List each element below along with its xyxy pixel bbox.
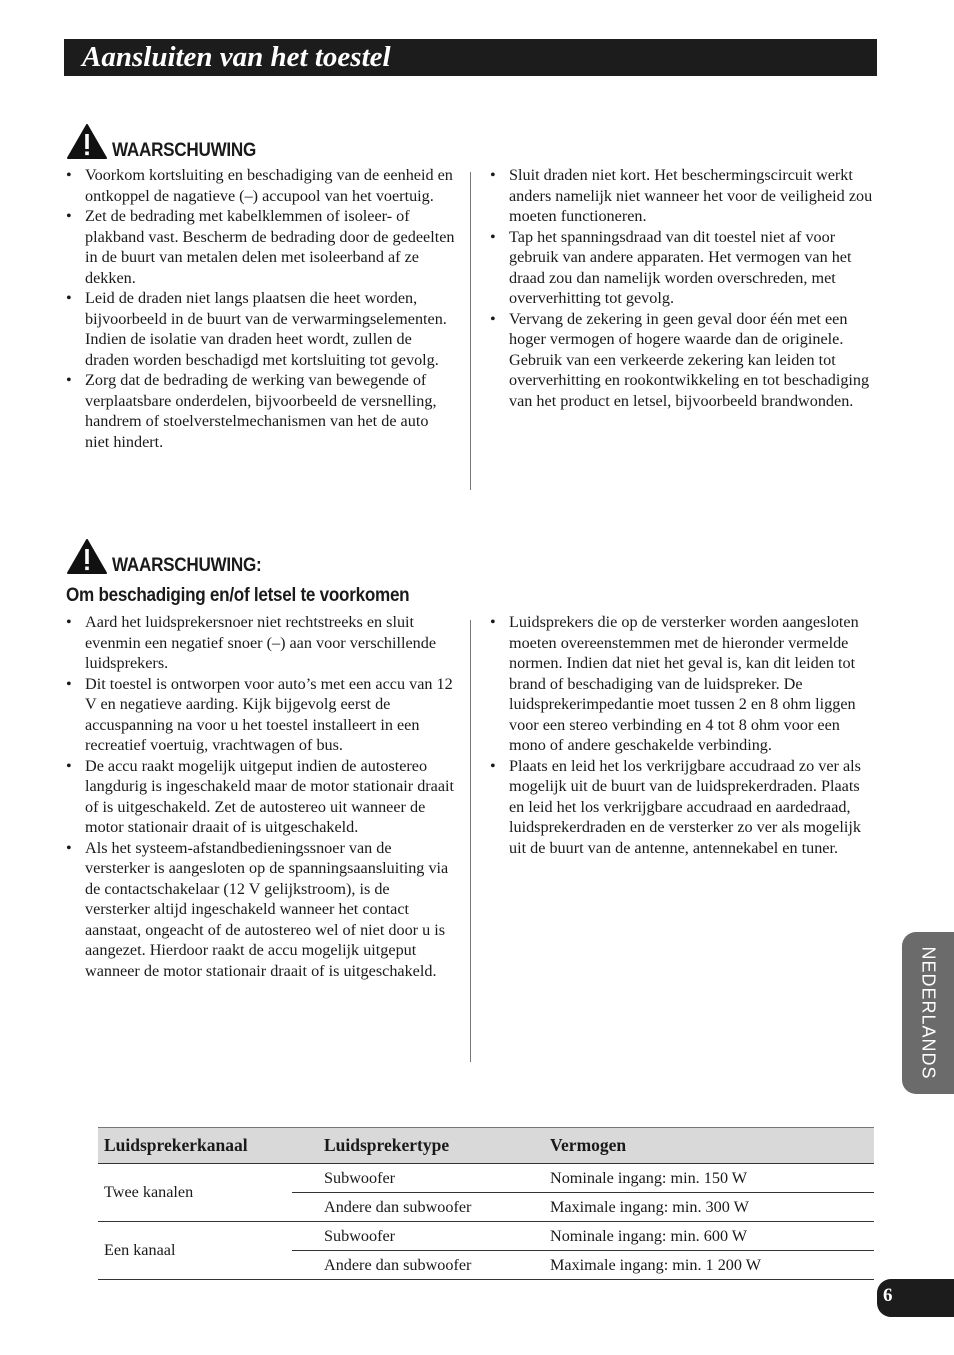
table-cell-type: Subwoofer: [292, 1222, 518, 1251]
table-cell-power: Nominale ingang: min. 600 W: [518, 1222, 874, 1251]
page-number-tab: [877, 1279, 954, 1317]
table-header-type: Luidsprekertype: [292, 1128, 518, 1164]
list-item: • Vervang de zekering in geen geval door één met een hoger vermogen of hogere waarde dan de originele. Gebruik van een verkeerde zekering kan leiden tot oververhitting en rookontwikkeling en tot beschadiging van het product en letsel, bijvoorbeeld brandwonden.: [489, 309, 877, 412]
list-item: • Als het systeem-afstandbedieningssnoer van de versterker is aangesloten op de spanningsaansluiting via de contactschakelaar (12 V gelijkstroom), is de versterker altijd ingeschakeld wanneer het contact aanstaat, ongeacht of de autostereo wel of niet door u is aangezet. Hierdoor raakt de accu mogelijk uitgeput wanneer de motor stationair draait of is uitgeschakeld.: [65, 838, 455, 982]
table-cell-type: Subwoofer: [292, 1164, 518, 1193]
warning-heading: [67, 539, 278, 575]
language-tab-label: NEDERLANDS: [918, 946, 939, 1080]
warning-heading: [67, 124, 272, 160]
warning-label: WAARSCHUWING:: [112, 555, 262, 576]
table-header-channel: Luidsprekerkanaal: [98, 1128, 292, 1164]
warning-triangle-icon: [67, 124, 107, 160]
warning-label: WAARSCHUWING: [112, 140, 256, 161]
list-item: • Zet de bedrading met kabelklemmen of isoleer- of plakband vast. Bescherm de bedrading door de gedeelten in de buurt van metalen delen met isoleerband af ze dekken.: [65, 206, 455, 288]
table-cell-type: Andere dan subwoofer: [292, 1251, 518, 1280]
table-header-power: Vermogen: [518, 1128, 874, 1164]
warning-list-left: [65, 612, 455, 981]
table-cell-power: Nominale ingang: min. 150 W: [518, 1164, 874, 1193]
list-item: • De accu raakt mogelijk uitgeput indien de autostereo langdurig is ingeschakeld maar de motor stationair draait of is uitgeschakeld. Zet de autostereo uit wanneer de motor stationair draait of is uitgeschakeld.: [65, 756, 455, 838]
table-row: [98, 1222, 874, 1251]
page-title-bar: [64, 39, 877, 76]
table-header-row: [98, 1128, 874, 1164]
list-item: • Zorg dat de bedrading de werking van bewegende of verplaatsbare onderdelen, bijvoorbeeld de versnelling, handrem of stoelverstelmechanismen van het de auto niet hindert.: [65, 370, 455, 452]
list-item: • Voorkom kortsluiting en beschadiging van de eenheid en ontkoppel de nagatieve (–) accupool van het voertuig.: [65, 165, 455, 206]
column-divider: [470, 172, 471, 490]
page-title: Aansluiten van het toestel: [82, 41, 391, 73]
list-item: • Sluit draden niet kort. Het beschermingscircuit werkt anders namelijk niet wanneer het voor de veiligheid zou moeten functioneren.: [489, 165, 877, 227]
table-cell-power: Maximale ingang: min. 300 W: [518, 1193, 874, 1222]
warning-list-right: [489, 612, 877, 858]
warning-list-left: [65, 165, 455, 452]
warning-triangle-icon: [67, 539, 107, 575]
speaker-spec-table: [98, 1127, 874, 1280]
table-cell-channel: Twee kanalen: [98, 1164, 292, 1222]
warning-subtitle: Om beschadiging en/of letsel te voorkomen: [66, 585, 410, 606]
page-number: 6: [883, 1285, 893, 1306]
column-divider: [470, 620, 471, 1062]
list-item: • Tap het spanningsdraad van dit toestel niet af voor gebruik van andere apparaten. Het vermogen van het draad zou dan namelijk worden overschreden, met oververhitting tot gevolg.: [489, 227, 877, 309]
list-item: • Plaats en leid het los verkrijgbare accudraad zo ver als mogelijk uit de buurt van de luidsprekerdraden. Plaats en leid het los verkrijgbare accudraad en aardedraad, luidsprekerdraden en de versterker zo ver als mogelijk uit de buurt van de antenne, antennekabel en tuner.: [489, 756, 877, 859]
table-row: [98, 1164, 874, 1193]
list-item: • Dit toestel is ontworpen voor auto’s met een accu van 12 V en negatieve aarding. Kijk bijgevolg eerst de accuspanning na voor u het toestel installeert in een recreatief voertuig, vrachtwagen of bus.: [65, 674, 455, 756]
language-tab: [902, 932, 954, 1094]
list-item: • Aard het luidsprekersnoer niet rechtstreeks en sluit evenmin een negatief snoer (–) aan voor verschillende luidsprekers.: [65, 612, 455, 674]
table-cell-power: Maximale ingang: min. 1 200 W: [518, 1251, 874, 1280]
list-item: • Luidsprekers die op de versterker worden aangesloten moeten overeenstemmen met de hieronder vermelde normen. Indien dat niet het geval is, kan dit leiden tot brand of beschadiging van de luidspreker. De luidsprekerimpedantie moet tussen 2 en 8 ohm liggen voor een stereo verbinding en 4 tot 8 ohm voor een mono of andere geschakelde verbinding.: [489, 612, 877, 756]
warning-list-right: [489, 165, 877, 411]
list-item: • Leid de draden niet langs plaatsen die heet worden, bijvoorbeeld in de buurt van de verwarmingselementen. Indien de isolatie van draden heet wordt, zullen de draden worden beschadigd met kortsluiting tot gevolg.: [65, 288, 455, 370]
table-cell-type: Andere dan subwoofer: [292, 1193, 518, 1222]
table-cell-channel: Een kanaal: [98, 1222, 292, 1280]
